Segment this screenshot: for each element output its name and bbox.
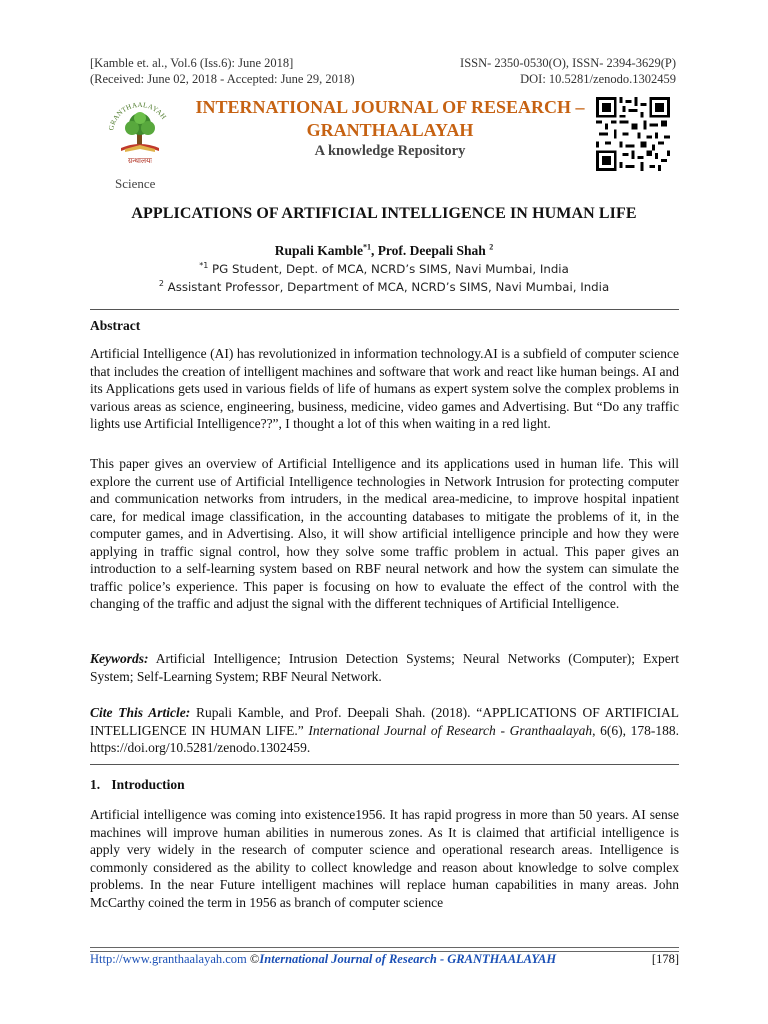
author-1-marker: *1 xyxy=(362,242,371,252)
copyright-symbol: © xyxy=(246,952,260,966)
citation-meta xyxy=(90,55,355,87)
affiliation-2-text: Assistant Professor, Department of MCA, NCRD’s SIMS, Navi Mumbai, India xyxy=(163,280,610,294)
keywords-text: Artificial Intelligence; Intrusion Detection Systems; Neural Networks (Computer); Expert System; Self-Learning System; RBF Neural Network. xyxy=(90,651,679,684)
journal-name-line1: INTERNATIONAL JOURNAL OF RESEARCH – xyxy=(195,97,585,117)
cite-text-2: , 6(6), 178-188. https://doi.org/10.5281/zenodo.1302459. xyxy=(90,722,679,755)
journal-masthead xyxy=(190,96,590,160)
journal-logo xyxy=(103,96,177,170)
cite-journal: International Journal of Research - Granthaalayah xyxy=(308,722,593,738)
issn-meta xyxy=(460,55,676,87)
qr-code xyxy=(596,97,670,171)
keywords-label: Keywords: xyxy=(90,651,149,666)
footer-journal-name: International Journal of Research - GRANTHAALAYAH xyxy=(259,952,557,966)
journal-tagline: A knowledge Repository xyxy=(314,143,466,159)
section-rule xyxy=(90,764,679,765)
cite-this-article xyxy=(90,704,679,757)
affiliation-2 xyxy=(60,280,708,294)
journal-url-link[interactable]: Http://www.granthaalayah.com xyxy=(90,952,247,966)
logo-text: GRANTHAALAYAH xyxy=(107,100,168,132)
logo-script: ग्रन्थालयः xyxy=(128,156,152,165)
section-number: 1. xyxy=(90,777,101,792)
abstract-paragraph-1: Artificial Intelligence (AI) has revolutionized in information technology.AI is a subfield of computer science that includes the creation of intelligent machines and software that work and react like human beings. AI and its Applications gets used in various fields of life of humans as expert system solve the complex problems in various areas as science, engineering, business, medicine, video games and Advertising. But “Do any traffic lights use Artificial Intelligence??”, I thought a lot of this when waiting in a red light. xyxy=(90,346,679,431)
issn-line: ISSN- 2350-0530(O), ISSN- 2394-3629(P) xyxy=(460,56,676,70)
abstract-heading: Abstract xyxy=(90,318,141,333)
cite-text-1: Rupali Kamble, and Prof. Deepali Shah. (2018). “APPLICATIONS OF ARTIFICIAL INTELLIGENCE IN HUMAN LIFE.” xyxy=(90,705,679,738)
affiliation-2-marker: 2 xyxy=(158,279,164,289)
section-label: Science xyxy=(115,176,156,191)
abstract-paragraph-2: This paper gives an overview of Artificial Intelligence and its applications used in human life. This will explore the current use of Artificial Intelligence technologies in Network Intrusion for protecting computer and communication networks from intruders, in the medical area-medicine, to improve hospital inpatient care, for medical image classification, in the accounting databases to mitigate the problems of it, in the computer games, and in Advertising. Also, it will show artificial intelligence principle and how they were applying in traffic signal control, how they solve some traffic problem in actual. This paper gives an introduction to a self-learning system based on RBF neural network and how the system can simulate the traffic police’s experience. This paper is focusing on how to evaluate the effect of the control with the changing of the traffic and adjust the signal with the different techniques of Artificial Intelligence. xyxy=(90,456,679,611)
author-1: Rupali Kamble xyxy=(274,243,363,258)
page-footer xyxy=(90,952,679,967)
paper-title: APPLICATIONS OF ARTIFICIAL INTELLIGENCE IN HUMAN LIFE xyxy=(131,205,637,222)
affiliation-1-marker: *1 xyxy=(199,261,209,271)
journal-name-line2: GRANTHAALAYAH xyxy=(306,120,474,140)
author-separator: , Prof. Deepali Shah xyxy=(370,243,490,258)
cite-label: Cite This Article: xyxy=(90,705,191,720)
abstract-top-rule xyxy=(90,309,679,310)
affiliation-1-text: PG Student, Dept. of MCA, NCRD’s SIMS, Navi Mumbai, India xyxy=(208,262,569,276)
section-title: Introduction xyxy=(111,777,185,792)
keywords xyxy=(90,650,679,685)
introduction-paragraph: Artificial intelligence was coming into existence1956. It has rapid progress in more than 50 years. AI sense machines will improve human abilities in numerous zones. As It is claimed that artificial intelligence is apply very widely in the research of computer science and operational research areas. Intelligence is commonly considered as the ability to collect knowledge and reason about knowledge to solve complex problems. In the near Future intelligent machines will replace human capabilities in many areas. John McCarthy coined the term in 1956 as branch of computer science xyxy=(90,807,679,910)
author-2-marker: 2 xyxy=(489,242,494,252)
dates-line: (Received: June 02, 2018 - Accepted: June 29, 2018) xyxy=(90,72,355,86)
citation-line: [Kamble et. al., Vol.6 (Iss.6): June 2018] xyxy=(90,56,294,70)
introduction-heading xyxy=(90,777,185,793)
page-number: [178] xyxy=(651,952,679,966)
author-line xyxy=(60,243,708,259)
doi-line: DOI: 10.5281/zenodo.1302459 xyxy=(520,72,676,86)
affiliation-1 xyxy=(60,262,708,276)
